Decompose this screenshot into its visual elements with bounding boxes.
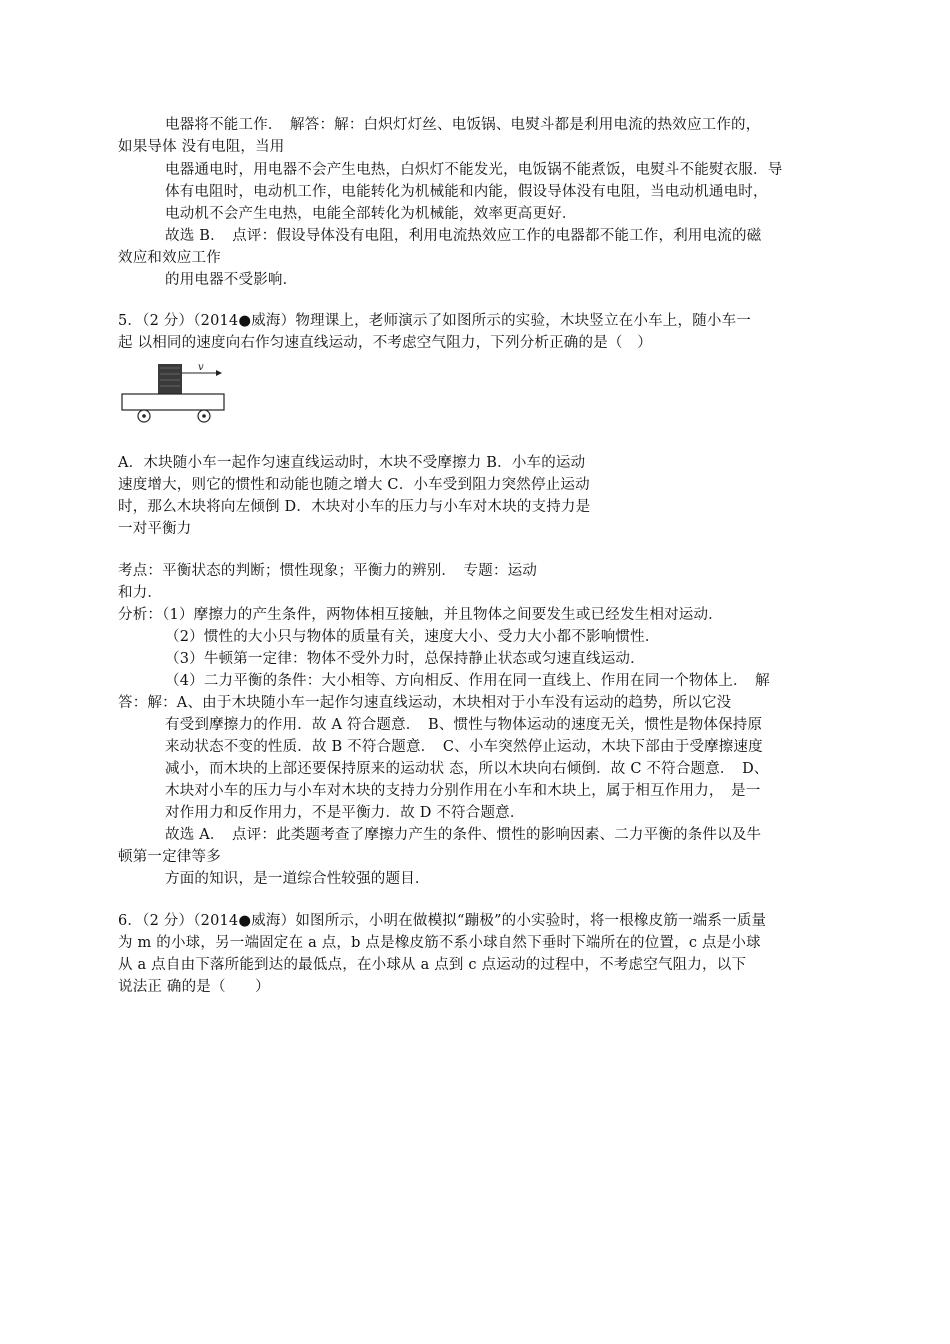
q5-option-line: A．木块随小车一起作匀速直线运动时，木块不受摩擦力 B．小车的运动 [118,455,586,471]
q5-analysis-line: （2）惯性的大小只与物体的质量有关，速度大小、受力大小都不影响惯性． [165,629,660,645]
prev-answer-line: 体有电阻时，电动机工作，电能转化为机械能和内能，假设导体没有电阻，当电动机通电时， [165,184,768,200]
q5-analysis-line: （3）牛顿第一定律：物体不受外力时，总保持静止状态或匀速直线运动． [165,651,645,667]
q5-stem-line: 起 以相同的速度向右作匀速直线运动，不考虑空气阻力，下列分析正确的是（ ） [118,335,653,351]
q6-stem-line: 6．（2 分）（2014●威海）如图所示，小明在做模拟“蹦极”的小实验时，将一根橡皮筋一端系一质量 [118,913,767,929]
q6-stem-line: 从 a 点自由下落所能到达的最低点，在小球从 a 点到 c 点运动的过程中，不考虑空气阻力，以下 [118,957,747,973]
q5-option-line: 时，那么木块将向左倾倒 D．木块对小车的压力与小车对木块的支持力是 [118,499,591,515]
q5-analysis-line: 有受到摩擦力的作用．故 A 符合题意． B、惯性与物体运动的速度无关，惯性是物体保持原 [165,717,763,733]
q5-analysis-line: 方面的知识，是一道综合性较强的题目． [165,871,430,887]
q5-kaodian-line: 和力． [118,585,163,601]
cart-body [122,394,224,410]
velocity-arrow-head [216,370,222,376]
q5-stem-line: 5．（2 分）（2014●威海）物理课上，老师演示了如图所示的实验，木块竖立在小车上，随小车一 [118,313,752,329]
prev-answer-line: 电器将不能工作． 解答：解：白炽灯灯丝、电饭锅、电熨斗都是利用电流的热效应工作的， [165,117,761,133]
prev-answer-line: 的用电器不受影响． [165,272,298,288]
prev-answer-line: 效应和效应工作 [118,250,221,266]
velocity-label: v [198,362,204,373]
prev-answer-line: 电动机不会产生电热，电能全部转化为机械能，效率更高更好． [165,206,577,222]
prev-answer-line: 故选 B． 点评：假设导体没有电阻，利用电流热效应工作的电器都不能工作，利用电流的磁 [165,228,762,244]
q5-analysis-line: 分析：（1）摩擦力的产生条件，两物体相互接触，并且物体之间要发生或已经发生相对运动． [118,607,723,623]
q5-analysis-line: 故选 A． 点评：此类题考查了摩擦力产生的条件、惯性的影响因素、二力平衡的条件以及牛 [165,827,762,843]
q5-analysis-line: （4）二力平衡的条件：大小相等、方向相反、作用在同一直线上、作用在同一个物体上． 解 [165,673,770,689]
prev-answer-line: 电器通电时，用电器不会产生电热，白炽灯不能发光，电饭锅不能煮饭，电熨斗不能熨衣服．导 [165,162,783,178]
prev-answer-line: 如果导体 没有电阻，当用 [118,139,285,155]
q5-analysis-line: 答：解：A、由于木块随小车一起作匀速直线运动，木块相对于小车没有运动的趋势，所以它没 [118,695,732,711]
q5-analysis-line: 木块对小车的压力与小车对木块的支持力分别作用在小车和木块上，属于相互作用力， 是一 [165,783,761,799]
q6-stem-line: 为 m 的小球，另一端固定在 a 点，b 点是橡皮筋不系小球自然下垂时下端所在的位置，c 点是小球 [118,935,761,951]
q5-analysis-line: 减小，而木块的上部还要保持原来的运动状 态，所以木块向右倾倒．故 C 不符合题意． D、 [165,761,769,777]
q5-analysis-line: 对作用力和反作用力，不是平衡力．故 D 不符合题意． [165,805,525,821]
q5-option-line: 速度增大，则它的惯性和动能也随之增大 C．小车受到阻力突然停止运动 [118,477,590,493]
q6-stem-line: 说法正 确的是（ ） [118,979,270,995]
q5-analysis-line: 来动状态不变的性质．故 B 不符合题意． C、小车突然停止运动，木块下部由于受摩擦速度 [165,739,763,755]
q5-kaodian-line: 考点：平衡状态的判断；惯性现象；平衡力的辨别． 专题：运动 [118,563,538,579]
q5-option-line: 一对平衡力 [118,521,192,537]
q5-analysis-line: 顿第一定律等多 [118,849,221,865]
cart-block-figure [118,362,228,426]
